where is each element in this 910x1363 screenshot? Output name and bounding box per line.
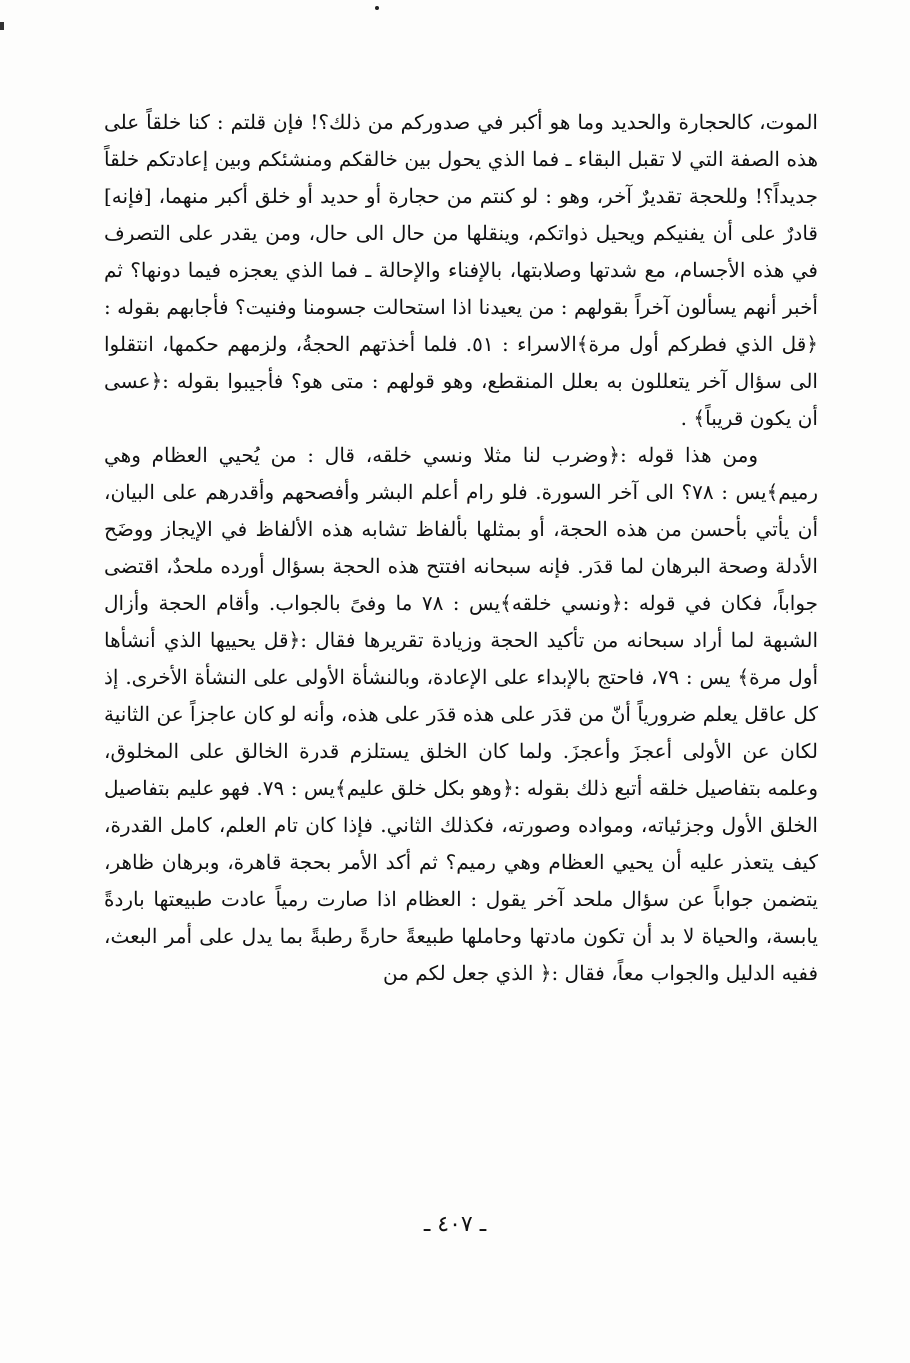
scan-mark bbox=[0, 22, 4, 30]
scan-dot bbox=[375, 6, 379, 10]
page-number: ـ ٤٠٧ ـ bbox=[423, 1212, 487, 1237]
body-text bbox=[104, 104, 818, 992]
paragraph-2: ومن هذا قوله :﴿وضرب لنا مثلا ونسي خلقه، قال : من يُحيي العظام وهي رميم﴾يس : ٧٨؟ الى آخر السورة. فلو رام أعلم البشر وأفصحهم وأقدرهم على البيان، أن يأتي بأحسن من هذه الحجة، أو بمثلها بألفاظ تشابه هذه الألفاظ في الإيجاز ووضَح الأدلة وصحة البرهان لما قدَر. فإنه سبحانه افتتح هذه الحجة بسؤال أورده ملحدٌ، اقتضى جواباً، فكان في قوله :﴿ونسي خلقه﴾يس : ٧٨ ما وفىً بالجواب. وأقام الحجة وأزال الشبهة لما أراد سبحانه من تأكيد الحجة وزيادة تقريرها فقال :﴿قل يحييها الذي أنشأها أول مرة﴾ يس : ٧٩، فاحتج بالإبداء على الإعادة، وبالنشأة الأولى على النشأة الأخرى. إذ كل عاقل يعلم ضرورياً أنّ من قدَر على هذه قدَر على هذه، وأنه لو كان عاجزاً عن الثانية لكان عن الأولى أعجزَ وأعجزَ. ولما كان الخلق يستلزم قدرة الخالق على المخلوق، وعلمه بتفاصيل خلقه أتبع ذلك بقوله :﴿وهو بكل خلق عليم﴾يس : ٧٩. فهو عليم بتفاصيل الخلق الأول وجزئياته، ومواده وصورته، فكذلك الثاني. فإذا كان تام العلم، كامل القدرة، كيف يتعذر عليه أن يحيي العظام وهي رميم؟ ثم أكد الأمر بحجة قاهرة، وبرهان ظاهر، يتضمن جواباً عن سؤال ملحد آخر يقول : العظام اذا صارت رمياً عادت طبيعتها باردةً يابسة، والحياة لا بد أن تكون مادتها وحاملها طبيعةً حارةً رطبةً بما يدل على أمر البعث، ففيه الدليل والجواب معاً، فقال :﴿ الذي جعل لكم من bbox=[104, 443, 819, 985]
paragraph-1: الموت، كالحجارة والحديد وما هو أكبر في صدوركم من ذلك؟! فإن قلتم : كنا خلقاً على هذه الصفة التي لا تقبل البقاء ـ فما الذي يحول بين خالقكم ومنشئكم وبين إعادتكم خلقاً جديداً؟! وللحجة تقديرٌ آخر، وهو : لو كنتم من حجارة أو حديد أو خلق أكبر منهما، [فإنه] قادرٌ على أن يفنيكم ويحيل ذواتكم، وينقلها من حال الى حال، ومن يقدر على التصرف في هذه الأجسام، مع شدتها وصلابتها، بالإفناء والإحالة ـ فما الذي يعجزه فيما دونها؟ ثم أخبر أنهم يسألون آخراً بقولهم : من يعيدنا اذا استحالت جسومنا وفنيت؟ فأجابهم بقوله :﴿قل الذي فطركم أول مرة﴾الاسراء : ٥١. فلما أخذتهم الحجةُ، ولزمهم حكمها، انتقلوا الى سؤال آخر يتعللون به بعلل المنقطع، وهو قولهم : متى هو؟ فأجيبوا بقوله :﴿عسى أن يكون قريباً﴾ . bbox=[104, 110, 818, 430]
